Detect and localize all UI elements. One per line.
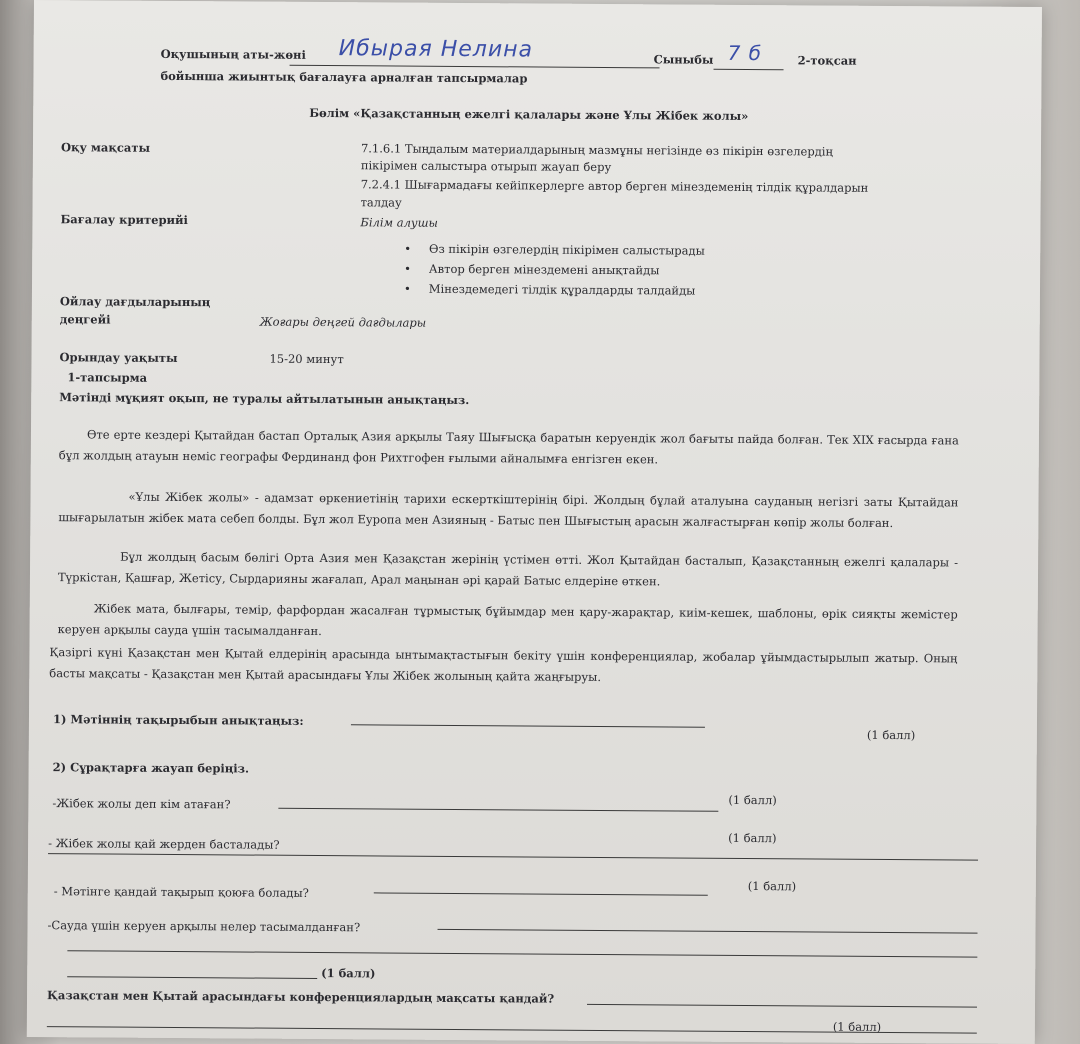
points-q2d: (1 балл) (321, 966, 376, 981)
answer-line (48, 853, 978, 860)
paragraph-4: Жібек мата, былғары, темір, фарфордан жасалған тұрмыстық бұйымдар мен қару-жарақтар, киім-кешек, шаблоны, өрік сияқты жемістер керуен арқылы сауда үшін тасымалданған. (57, 601, 958, 639)
question-1: 1) Мәтіннің тақырыбын анықтаңыз: (52, 712, 304, 728)
paragraph-1: Өте ерте кездері Қытайдан бастап Орталық Азия арқылы Таяу Шығысқа баратын керуендік жол бағыты пайда болған. Тек XIX ғасырда ғана бұл жолдың атауын неміс географы Фердинанд фон Рихтгофен ғылыми айналымға енгізген екен. (58, 427, 959, 467)
paragraph-2: «Ұлы Жібек жолы» - адамзат өркениетінің тарихи ескерткіштерінің бірі. Жолдың бұлай аталуына сауданың негізгі заты Қытайдан шығарылатын жібек мата себеп болды. Бұл жол Еуропа мен Азияның - Батыс пен Шығыстың арасын жалғастырған көпір жолы болған. (58, 489, 959, 531)
task-instruction: Мәтінді мұқият оқып, не туралы айтылатынын анықтаңыз. (59, 390, 470, 408)
subtitle: бойынша жиынтық бағалауға арналған тапсырмалар (160, 68, 528, 86)
paragraph-3: Бұл жолдың басым бөлігі Орта Азия мен Қазақстан жерінің үстімен өтті. Жол Қытайдан басталып, Қазақстанның ежелгі қалалары - Түркістан, Қашғар, Жетісу, Сырдарияны жағалап, Арал маңынан әрі қарай Батыс елдеріне өткен. (57, 549, 959, 589)
task-number: 1-тапсырма (67, 370, 148, 385)
question-2e: Қазақстан мен Қытай арасындағы конференциялардың мақсаты қандай? (47, 988, 555, 1006)
answer-line (67, 950, 977, 957)
thinking-label-1: Ойлау дағдыларының (59, 294, 211, 310)
paragraph-5: Қазіргі күні Қазақстан мен Қытай елдерінің арасында ынтымақтастығын бекіту үшін конференциялар, жобалар ұйымдастырылып жатыр. Оның басты мақсаты - Қазақстан мен Қытай арасындағы Ұлы Жібек жолының қайта жаңғыруы. (49, 645, 958, 684)
time-value: 15-20 минут (269, 351, 344, 367)
question-2a: -Жібек жолы деп кім атаған? (52, 796, 231, 812)
points-q2c: (1 балл) (747, 879, 797, 894)
question-2c: - Мәтінге қандай тақырып қоюға болады? (53, 884, 309, 900)
points-q1: (1 балл) (866, 727, 916, 743)
name-label: Оқушының аты-жөні (160, 46, 306, 62)
points-q2b: (1 балл) (728, 830, 777, 846)
student-name-handwritten: Ибырая Нелина (338, 36, 534, 63)
goal-1b: пікірімен салыстыра отырып жауап беру (360, 158, 612, 175)
worksheet-page (27, 0, 1042, 1044)
answer-line (67, 976, 317, 979)
question-2d: -Сауда үшін керуен арқылы нелер тасымалданған? (47, 918, 361, 935)
answer-line (438, 929, 978, 934)
goal-1a: 7.1.6.1 Тыңдалым материалдарының мазмұны негізінде өз пікірін өзгелердің (360, 141, 833, 159)
question-2b: - Жібек жолы қай жерден басталады? (48, 836, 280, 852)
thinking-value: Жоғары деңгей дағдылары (259, 314, 427, 330)
criteria-item: • Автор берген мінездемені анықтайды (404, 259, 705, 281)
goal-2b: талдау (360, 195, 402, 210)
answer-line (374, 892, 708, 895)
answer-line (351, 724, 705, 727)
points-q2a: (1 балл) (728, 792, 777, 808)
points-q2e: (1 балл) (832, 1019, 882, 1034)
thinking-label-2: деңгейі (59, 312, 111, 327)
term-label: 2-тоқсан (797, 53, 857, 68)
name-underline (290, 65, 660, 69)
goal-label: Оқу мақсаты (60, 140, 151, 155)
criteria-item: • Өз пікірін өзгелердің пікірімен салыстырады (404, 239, 705, 261)
question-2-title: 2) Сұрақтарға жауап беріңіз. (52, 760, 250, 776)
class-handwritten: 7 б (727, 40, 763, 66)
criteria-item: • Мінездемедегі тілдік құралдарды талдайды (404, 279, 705, 301)
criteria-label: Бағалау критерийі (60, 212, 189, 228)
section-title: Бөлім «Қазақстанның ежелгі қалалары және Ұлы Жібек жолы» (309, 105, 749, 123)
answer-line (587, 1004, 977, 1008)
criteria-intro: Білім алушы (360, 215, 438, 230)
class-underline (714, 69, 784, 70)
answer-line (278, 808, 718, 812)
time-label: Орындау уақыты (59, 350, 178, 366)
goal-2a: 7.2.4.1 Шығармадағы кейіпкерлерге автор берген мінездеменің тілдік құралдарын (360, 177, 869, 195)
class-label: Сыныбы (653, 52, 714, 67)
criteria-list (404, 239, 705, 301)
